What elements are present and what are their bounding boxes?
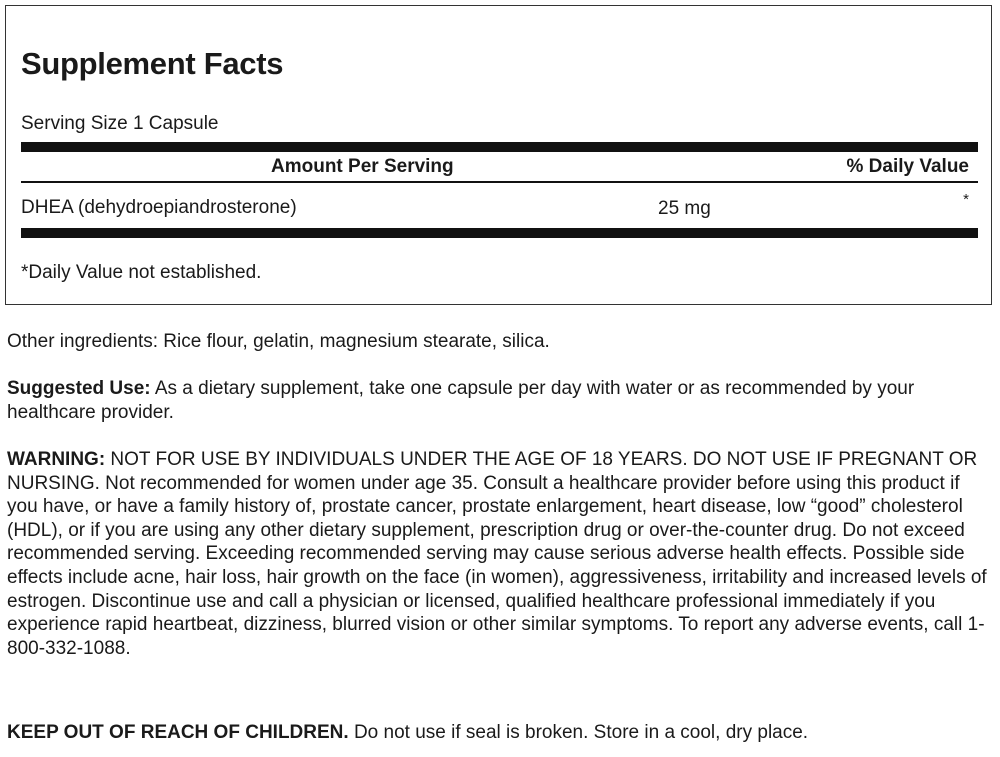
supplement-facts-panel	[5, 5, 992, 305]
suggested-use	[7, 377, 987, 424]
daily-value-footnote: *Daily Value not established.	[21, 262, 262, 283]
thick-divider-top	[21, 142, 978, 152]
thick-divider-bottom	[21, 228, 978, 238]
daily-value-header: % Daily Value	[846, 156, 969, 177]
warning	[7, 448, 987, 660]
suggested-use-text: As a dietary supplement, take one capsule per day with water or as recommended by your healthcare provider.	[7, 378, 915, 423]
supplement-facts-title: Supplement Facts	[21, 46, 284, 81]
keep-out-label: KEEP OUT OF REACH OF CHILDREN.	[7, 722, 349, 743]
ingredient-daily-value: *	[963, 191, 969, 208]
thin-divider	[21, 181, 978, 183]
ingredient-amount: 25 mg	[658, 198, 711, 219]
warning-label: WARNING:	[7, 449, 106, 470]
amount-per-serving-header: Amount Per Serving	[271, 156, 454, 177]
warning-text: NOT FOR USE BY INDIVIDUALS UNDER THE AGE OF 18 YEARS. DO NOT USE IF PREGNANT OR NURSING. Not recommended for women under age 35. Consult a healthcare provider before using this product if you have, or have a family history of, prostate cancer, prostate enlargement, heart disease, low “good” cholesterol (HDL), or if you are using any other dietary supplement, prescription drug or over-the-counter drug. Do not exceed recommended serving. Exceeding recommended serving may cause serious adverse health effects. Possible side effects include acne, hair loss, hair growth on the face (in women), aggressiveness, irritability and increased levels of estrogen. Discontinue use and call a physician or licensed, qualified healthcare professional immediately if you experience rapid heartbeat, dizziness, blurred vision or other similar symptoms. To report any adverse events, call 1-800-332-1088.	[7, 449, 987, 659]
suggested-use-label: Suggested Use:	[7, 378, 151, 399]
serving-size: Serving Size 1 Capsule	[21, 113, 219, 134]
ingredient-name: DHEA (dehydroepiandrosterone)	[21, 197, 297, 218]
keep-out-text: Do not use if seal is broken. Store in a cool, dry place.	[348, 722, 809, 743]
keep-out-of-reach	[7, 721, 987, 745]
other-ingredients: Other ingredients: Rice flour, gelatin, magnesium stearate, silica.	[7, 331, 550, 352]
